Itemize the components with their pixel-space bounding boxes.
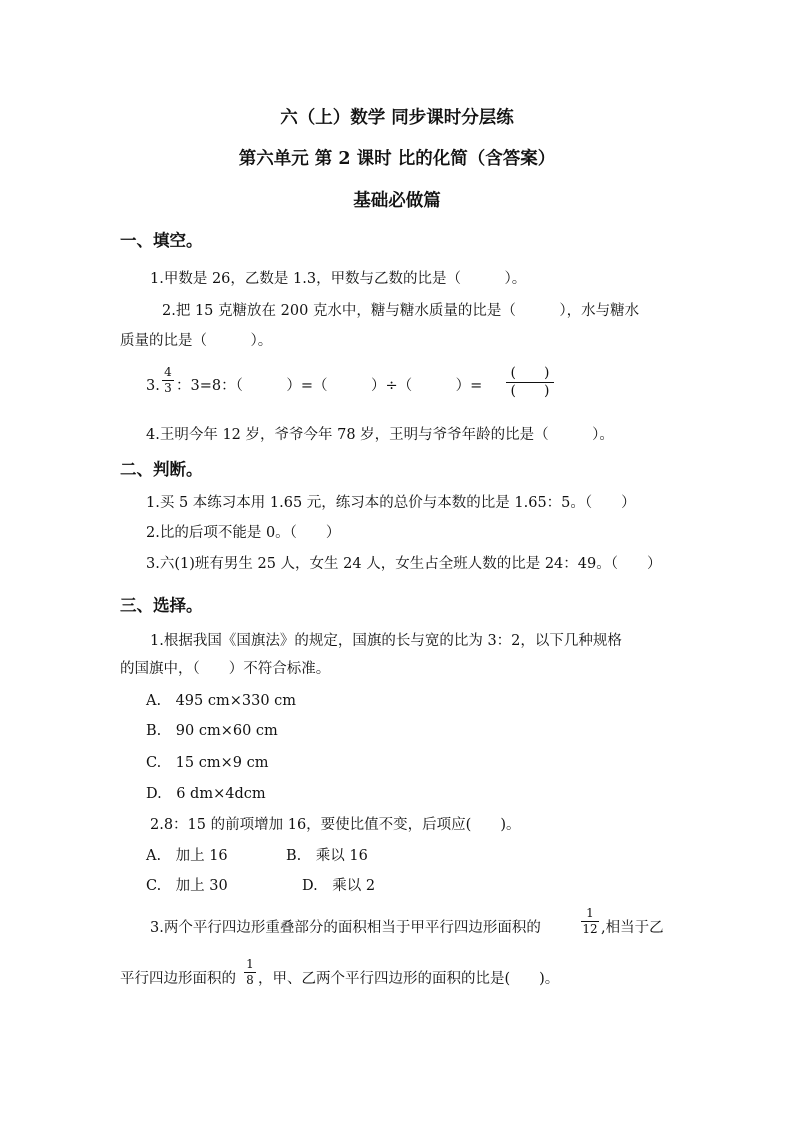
fraction-denominator: 12 [582,922,598,936]
fraction-numerator: 1 [246,957,254,971]
question-text: 2.8：15 的前项增加 16，要使比值不变，后项应( )。 [150,817,521,833]
page-title: 六（上）数学 同步课时分层练 [280,108,514,128]
section-heading-fill-blank: 一、填空。 [120,231,203,250]
fraction [162,366,174,395]
fraction [244,958,256,987]
question-text: 3.两个平行四边形重叠部分的面积相当于甲平行四边形面积的 [150,920,541,936]
answer-fraction-blank [506,366,554,399]
fraction-numerator: 1 [586,906,594,920]
option-d: D. 6 dm×4dcm [146,786,266,802]
question-text: 1.甲数是 26，乙数是 1.3，甲数与乙数的比是（ ）。 [150,271,527,287]
page-subtitle: 第六单元 第 2 课时 比的化简（含答案） [238,149,556,169]
fraction-denominator: 3 [164,381,172,395]
question-text: 4.王明今年 12 岁，爷爷今年 78 岁，王明与爷爷年龄的比是（ ）。 [146,427,614,443]
question-text: 质量的比是（ ）。 [120,333,273,349]
section-heading-true-false: 二、判断。 [120,460,203,479]
option-a: A. 加上 16 [146,848,228,864]
question-text: ：3=8：（ ）=（ ）÷（ ）= [176,378,483,394]
option-d: D. 乘以 2 [302,878,376,894]
fraction-numerator: ( ) [510,365,550,381]
fraction-denominator: 8 [246,973,254,987]
question-text: ,相当于乙 [601,920,664,936]
question-text: 2.比的后项不能是 0。（ ） [146,525,341,541]
question-text: 1.买 5 本练习本用 1.65 元，练习本的总价与本数的比是 1.65：5。（ ） [146,495,636,511]
section-heading-choice: 三、选择。 [120,596,203,615]
question-text: 2.把 15 克糖放在 200 克水中，糖与糖水质量的比是（ ），水与糖水 [162,303,640,319]
question-text: 1.根据我国《国旗法》的规定，国旗的长与宽的比为 3：2，以下几种规格 [150,633,622,649]
option-b: B. 90 cm×60 cm [146,723,278,739]
option-c: C. 加上 30 [146,878,228,894]
fraction-denominator: ( ) [510,383,550,399]
section-label-basic: 基础必做篇 [353,191,441,211]
question-text: 平行四边形面积的 [120,971,236,987]
fraction [581,907,599,936]
option-a: A. 495 cm×330 cm [146,693,297,709]
option-b: B. 乘以 16 [286,848,368,864]
fraction-numerator: 4 [164,365,172,379]
option-c: C. 15 cm×9 cm [146,755,269,771]
question-text: ，甲、乙两个平行四边形的面积的比是( )。 [258,971,560,987]
question-number: 3. [146,378,160,394]
question-text: 的国旗中，（ ）不符合标准。 [120,661,331,677]
question-text: 3.六(1)班有男生 25 人，女生 24 人，女生占全班人数的比是 24：49。（ ） [146,556,662,572]
